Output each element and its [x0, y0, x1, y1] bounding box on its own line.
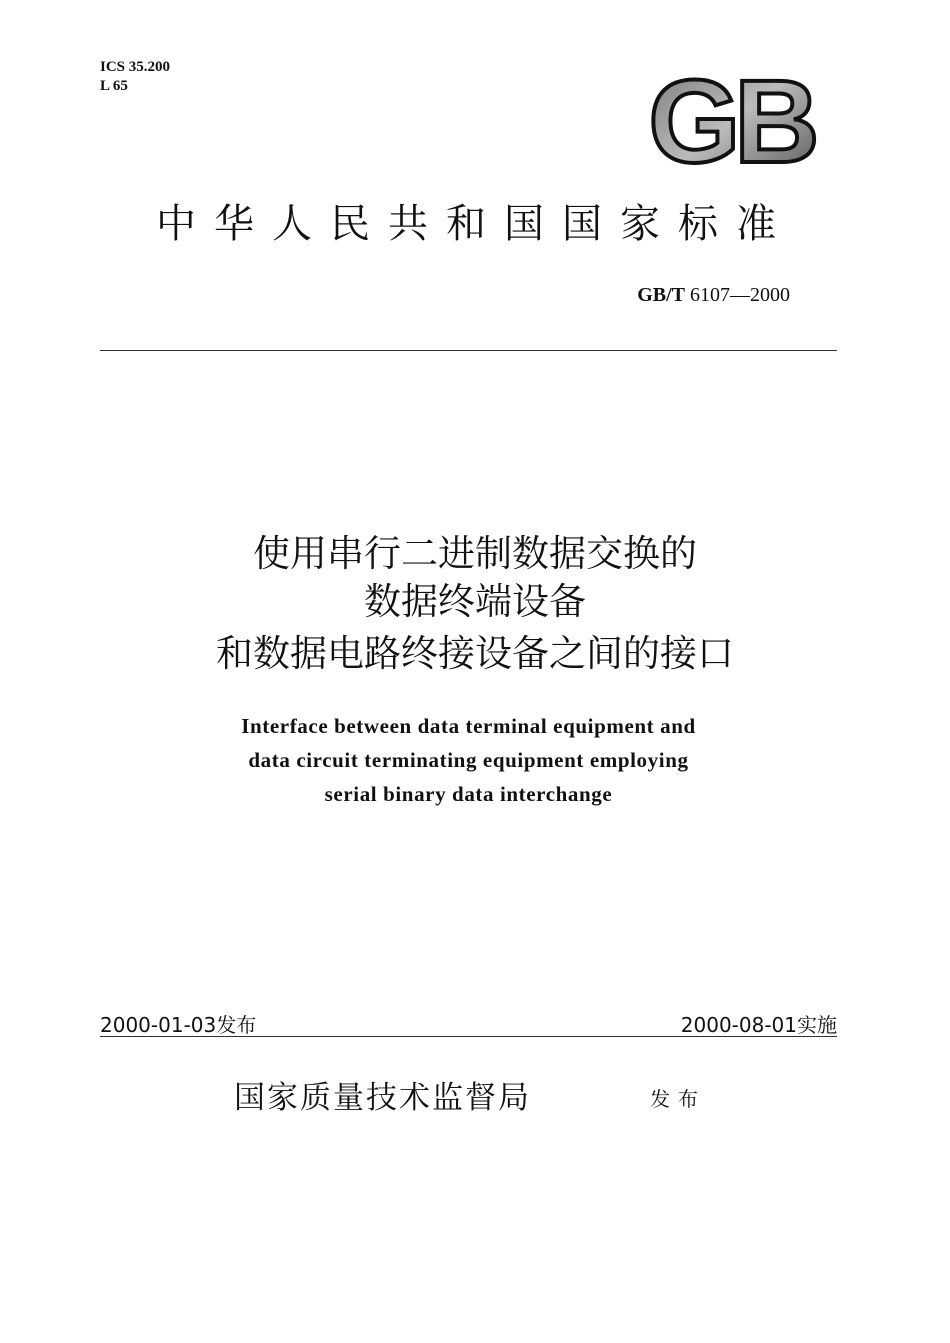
- ics-code: ICS 35.200: [100, 59, 171, 75]
- implement-date: 2000-08-01实施: [680, 1013, 837, 1037]
- title-en-line-1: Interface between data terminal equipment and: [241, 714, 696, 738]
- title-en-line-3: serial binary data interchange: [324, 782, 613, 806]
- title-en-line-2: data circuit terminating equipment employing: [248, 748, 689, 772]
- classification-code: L 65: [100, 78, 128, 94]
- top-divider: [100, 350, 837, 351]
- title-zh-line-3: 和数据电路终接设备之间的接口: [216, 632, 734, 675]
- gb-logo: [636, 70, 826, 172]
- title-zh-line-2: 数据终端设备: [364, 580, 586, 623]
- ics-block: [100, 58, 170, 96]
- standard-code: [560, 284, 790, 307]
- issue-date: 2000-01-03发布: [100, 1013, 257, 1037]
- date-underline: [100, 1036, 837, 1037]
- standard-code-number: 6107—2000: [690, 284, 790, 306]
- title-zh-line-1: 使用串行二进制数据交换的: [253, 532, 697, 575]
- gb-logo-text: GB: [648, 70, 814, 172]
- issuer-name: 国家质量技术监督局: [234, 1080, 531, 1116]
- issuer-suffix: 发布: [650, 1087, 706, 1111]
- standard-code-prefix: GB/T: [637, 284, 685, 306]
- organization-title: 中华人民共和国国家标准: [156, 201, 794, 247]
